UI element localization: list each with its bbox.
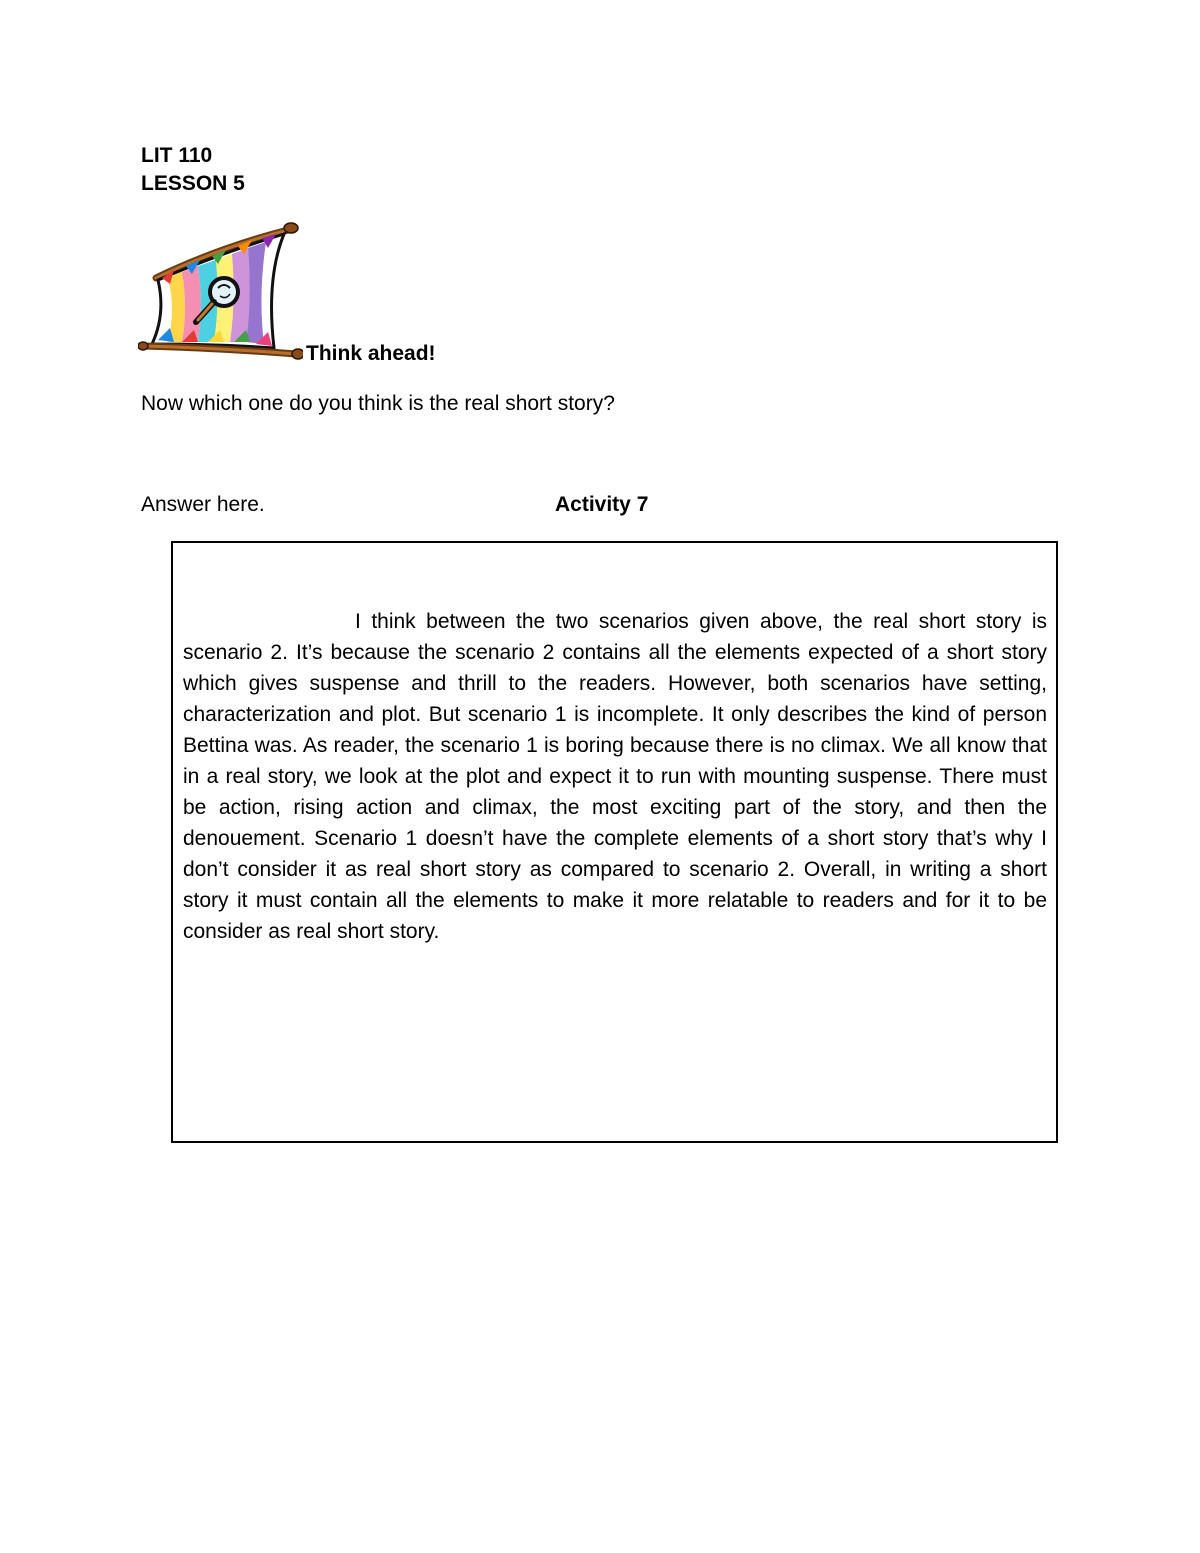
prompt-question: Now which one do you think is the real short story? — [141, 392, 615, 415]
course-code: LIT 110 — [141, 144, 213, 167]
answer-text: I think between the two scenarios given above, the real short story is scenario 2. It’s because the scenario 2 contains all the elements expected of a short story which gives suspense and thrill to the readers. However, both scenarios have setting, characterization and plot. But scenario 1 is incomplete. It only describes the kind of person Bettina was. As reader, the scenario 1 is boring because there is no climax. We all know that in a real story, we look at the plot and expect it to run with mounting suspense. There must be action, rising action and climax, the most exciting part of the story, and then the denouement. Scenario 1 doesn’t have the complete elements of a short story that’s why I don’t consider it as real short story as compared to scenario 2. Overall, in writing a short story it must contain all the elements to make it more relatable to readers and for it to be consider as real short story. — [183, 610, 1047, 943]
answer-label: Answer here. — [141, 493, 265, 516]
answer-box — [171, 541, 1058, 1143]
magnifier-banner-icon — [138, 218, 303, 364]
activity-title: Activity 7 — [555, 493, 649, 516]
section-title: Think ahead! — [306, 342, 436, 365]
lesson-number: LESSON 5 — [141, 172, 245, 195]
course-header — [141, 142, 245, 198]
